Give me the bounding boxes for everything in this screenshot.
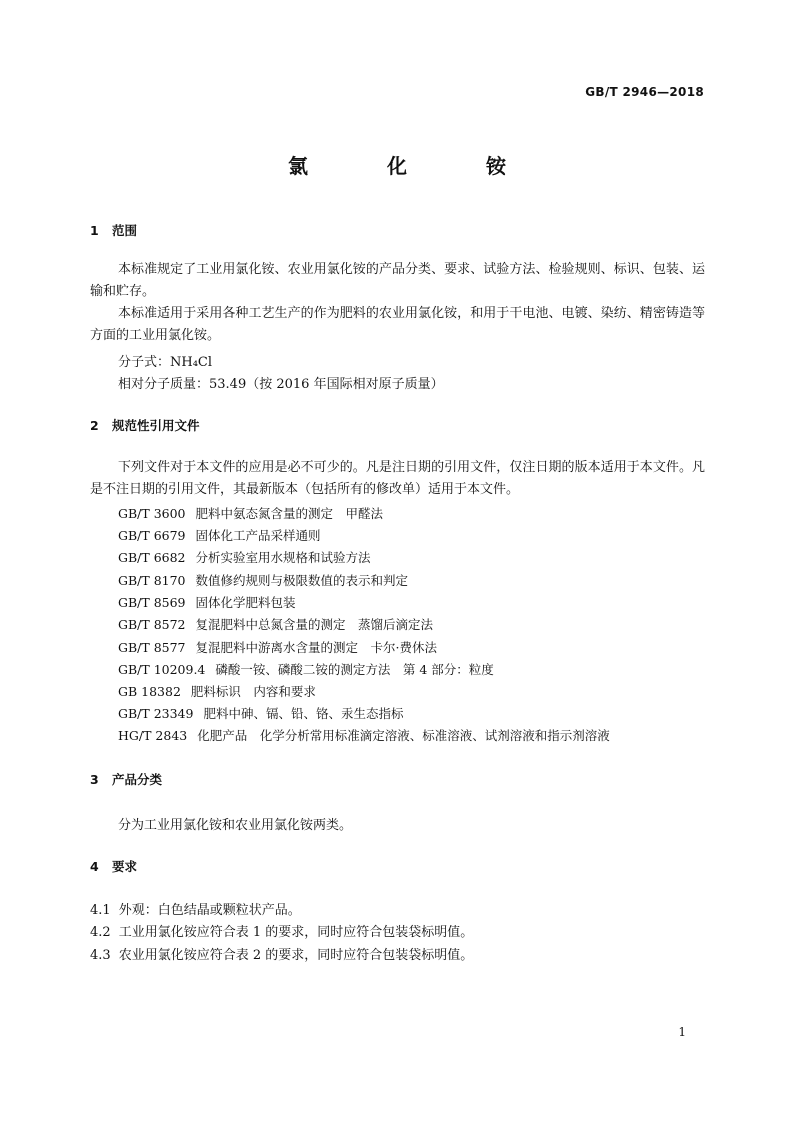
standard-code: GB/T 2946—2018 <box>585 85 704 99</box>
requirement-item <box>90 921 473 940</box>
reference-item <box>118 726 610 744</box>
scope-paragraph-2: 本标准适用于采用各种工艺生产的作为肥料的农业用氯化铵，和用于干电池、电镀、染纺、精密铸造等方面的工业用氯化铵。 <box>90 306 705 343</box>
section-heading-scope <box>90 221 137 239</box>
reference-title: 固体化工产品采样通则 <box>195 528 321 543</box>
section-number: 2 <box>90 418 99 433</box>
requirement-item <box>90 944 473 963</box>
section-title: 规范性引用文件 <box>112 418 200 433</box>
reference-code: GB/T 8569 <box>118 595 186 610</box>
requirement-number: 4.2 <box>90 925 111 940</box>
section-title: 产品分类 <box>112 772 163 787</box>
reference-code: HG/T 2843 <box>118 728 188 743</box>
reference-item <box>118 704 403 722</box>
normative-intro: 下列文件对于本文件的应用是必不可少的。凡是注日期的引用文件，仅注日期的版本适用于本文件。凡是不注日期的引用文件，其最新版本（包括所有的修改单）适用于本文件。 <box>90 460 705 497</box>
page-number: 1 <box>678 1025 686 1039</box>
requirement-text: 外观：白色结晶或颗粒状产品。 <box>118 903 301 918</box>
reference-item <box>118 526 321 544</box>
reference-item <box>118 571 408 589</box>
reference-item <box>118 593 296 611</box>
reference-item <box>118 504 383 522</box>
section-heading-classification <box>90 770 162 788</box>
reference-title: 复混肥料中游离水含量的测定 卡尔·费休法 <box>195 640 437 655</box>
requirement-number: 4.3 <box>90 948 111 963</box>
reference-item <box>118 548 371 566</box>
reference-code: GB/T 6679 <box>118 528 186 543</box>
reference-title: 肥料中砷、镉、铅、铬、汞生态指标 <box>203 706 404 721</box>
reference-item <box>118 615 433 633</box>
section-title: 范围 <box>112 223 138 238</box>
reference-item <box>118 682 316 700</box>
reference-title: 肥料中氨态氮含量的测定 甲醛法 <box>195 506 384 521</box>
section-heading-normative <box>90 416 200 434</box>
classification-text: 分为工业用氯化铵和农业用氯化铵两类。 <box>118 818 353 833</box>
section-title: 要求 <box>112 859 138 874</box>
section-number: 1 <box>90 223 99 238</box>
reference-code: GB/T 10209.4 <box>118 662 206 677</box>
reference-title: 肥料标识 内容和要求 <box>190 684 316 699</box>
reference-code: GB/T 3600 <box>118 506 186 521</box>
document-title: 氯 化 铵 <box>288 154 542 178</box>
section-heading-requirements <box>90 857 137 875</box>
reference-title: 分析实验室用水规格和试验方法 <box>195 550 371 565</box>
reference-code: GB/T 8577 <box>118 640 186 655</box>
reference-title: 化肥产品 化学分析常用标准滴定溶液、标准溶液、试剂溶液和指示剂溶液 <box>197 728 610 743</box>
reference-title: 数值修约规则与极限数值的表示和判定 <box>195 573 409 588</box>
requirement-text: 农业用氯化铵应符合表 2 的要求，同时应符合包装袋标明值。 <box>118 948 474 963</box>
molecular-mass: 相对分子质量：53.49（按 2016 年国际相对原子质量） <box>118 377 444 392</box>
reference-code: GB/T 6682 <box>118 550 186 565</box>
section-number: 3 <box>90 772 99 787</box>
reference-item <box>118 638 437 656</box>
reference-code: GB/T 8572 <box>118 617 186 632</box>
scope-paragraph-1: 本标准规定了工业用氯化铵、农业用氯化铵的产品分类、要求、试验方法、检验规则、标识、包装、运输和贮存。 <box>90 262 705 299</box>
section-number: 4 <box>90 859 99 874</box>
reference-title: 复混肥料中总氮含量的测定 蒸馏后滴定法 <box>195 617 434 632</box>
molecular-formula: 分子式：NH₄Cl <box>118 355 213 370</box>
reference-code: GB/T 23349 <box>118 706 194 721</box>
requirement-text: 工业用氯化铵应符合表 1 的要求，同时应符合包装袋标明值。 <box>118 925 474 940</box>
reference-code: GB/T 8170 <box>118 573 186 588</box>
reference-item <box>118 660 494 678</box>
reference-title: 磷酸一铵、磷酸二铵的测定方法 第 4 部分：粒度 <box>215 662 494 677</box>
reference-code: GB 18382 <box>118 684 181 699</box>
requirement-item <box>90 899 301 918</box>
reference-title: 固体化学肥料包装 <box>195 595 296 610</box>
requirement-number: 4.1 <box>90 903 111 918</box>
